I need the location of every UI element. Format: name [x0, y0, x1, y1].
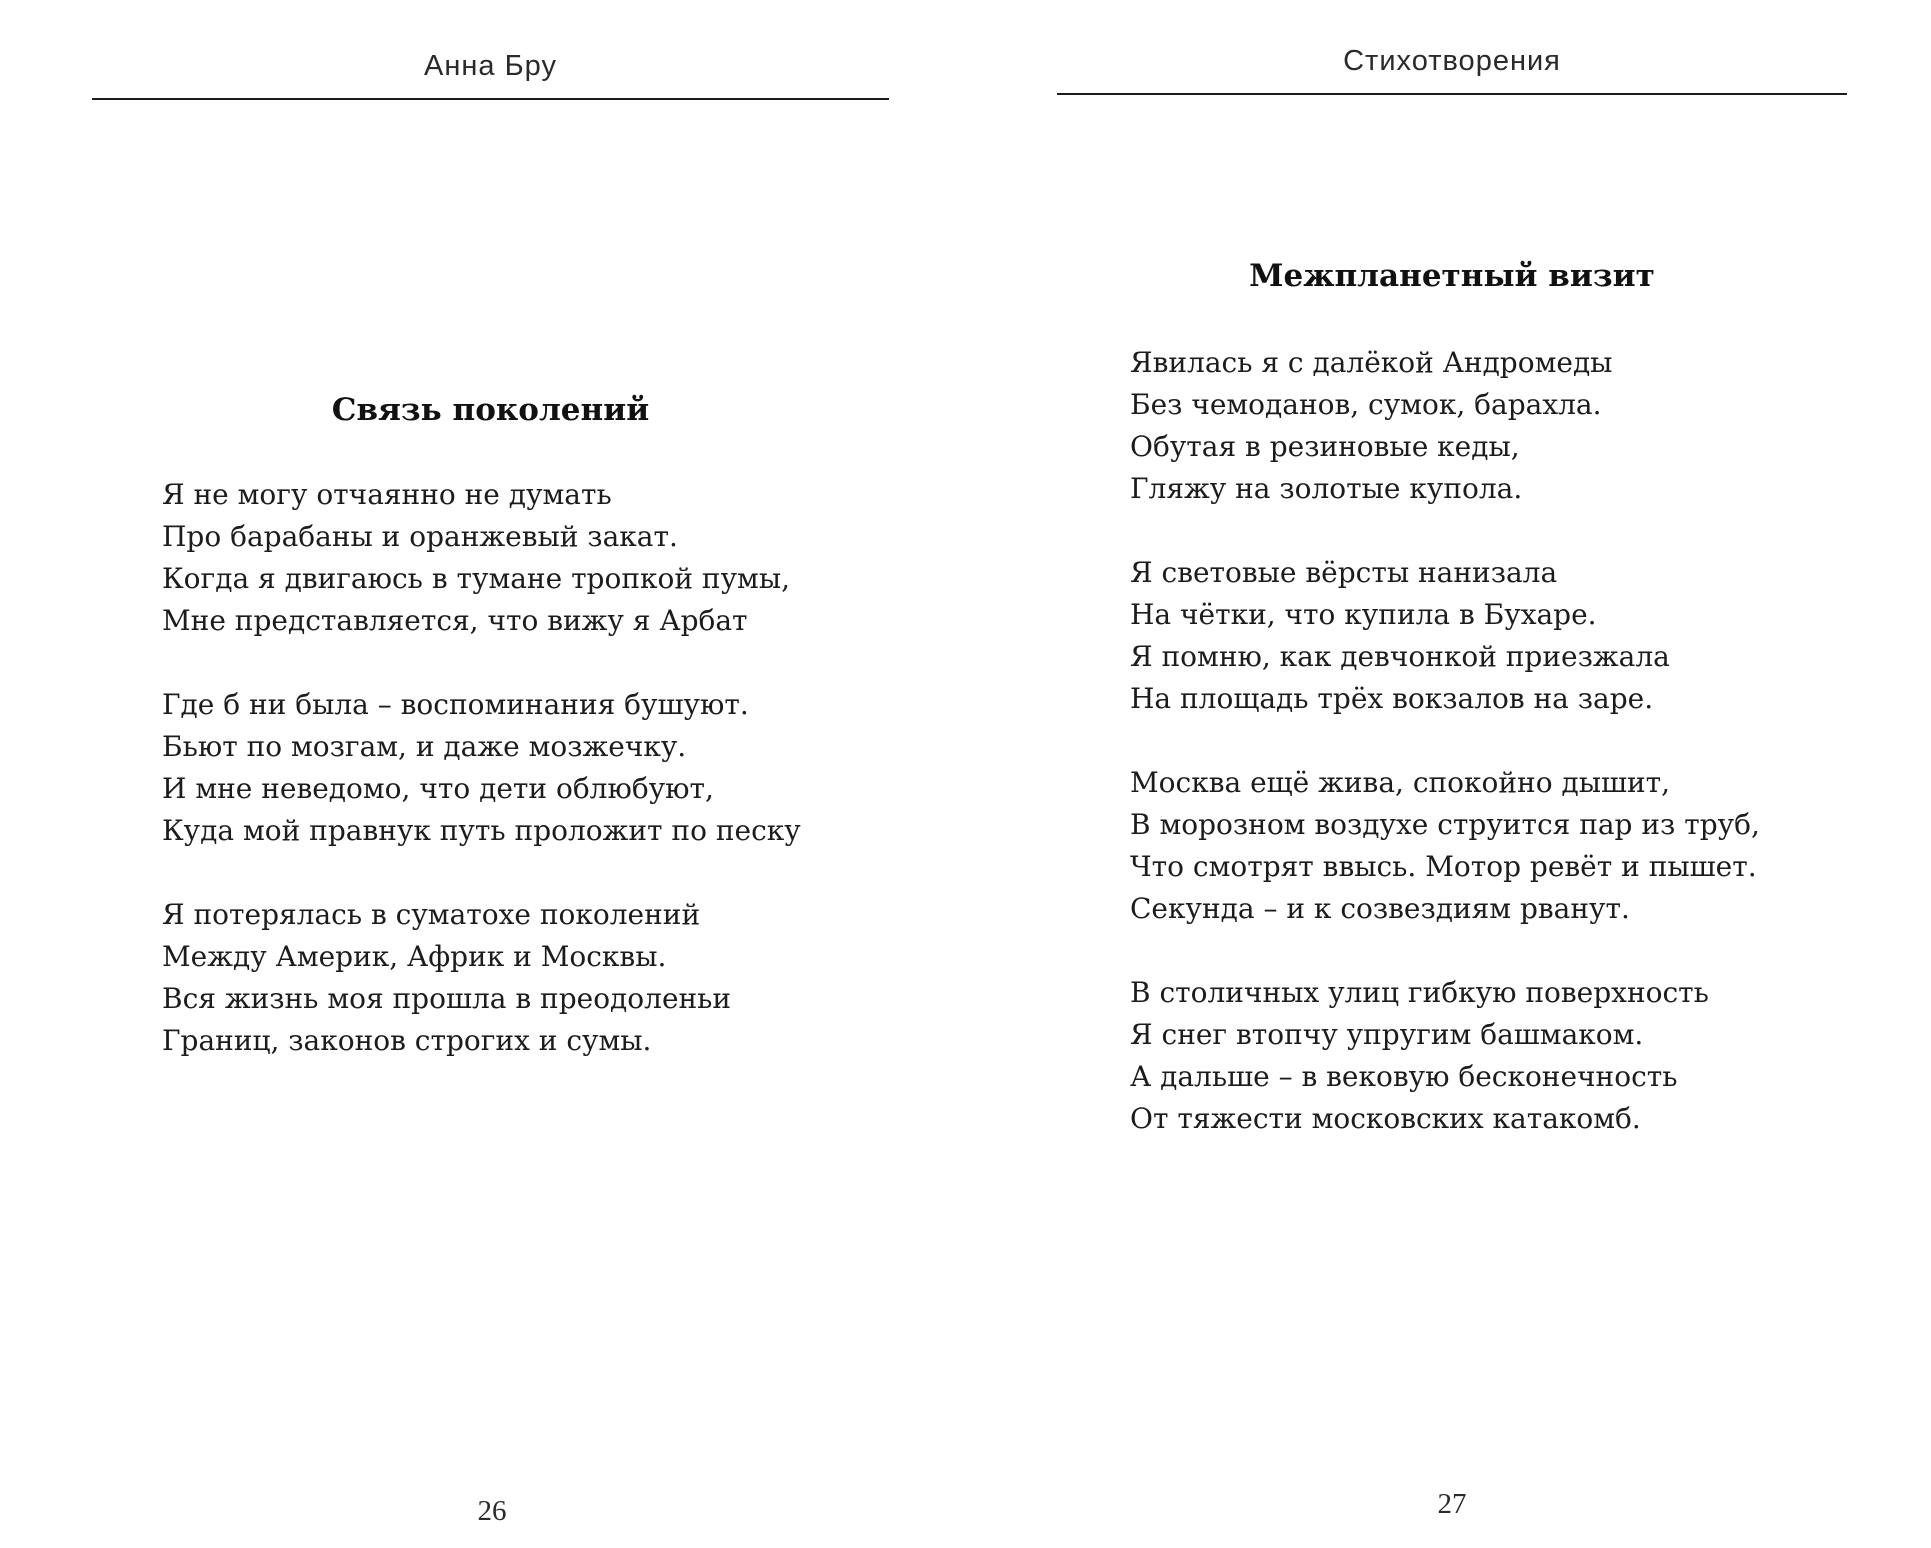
- verse-line: Я помню, как девчонкой приезжала: [1130, 640, 1670, 673]
- right-page: [965, 0, 1931, 1548]
- verse-line: Между Америк, Африк и Москвы.: [162, 940, 667, 973]
- poem-title: Межпланетный визит: [1249, 258, 1655, 294]
- left-page: [0, 0, 965, 1548]
- verse-line: Что смотрят ввысь. Мотор ревёт и пышет.: [1130, 850, 1757, 883]
- verse-line: Границ, законов строгих и сумы.: [162, 1024, 652, 1057]
- verse-line: Бьют по мозгам, и даже мозжечку.: [162, 730, 687, 763]
- poem-body: [1130, 342, 1760, 1140]
- verse-line: Секунда – и к созвездиям рванут.: [1130, 892, 1630, 925]
- verse-line: Я снег втопчу упругим башмаком.: [1130, 1018, 1644, 1051]
- verse-line: Я потерялась в суматохе поколений: [162, 898, 701, 931]
- running-head-author: Анна Бру: [424, 50, 557, 82]
- verse-line: В столичных улиц гибкую поверхность: [1130, 976, 1709, 1009]
- verse-line: От тяжести московских катакомб.: [1130, 1102, 1641, 1135]
- verse-line: Я не могу отчаянно не думать: [162, 478, 612, 511]
- stanza: [162, 474, 801, 642]
- verse-line: А дальше – в вековую бесконечность: [1130, 1060, 1678, 1093]
- poem-title: Связь поколений: [331, 392, 650, 428]
- page-number: 27: [1437, 1488, 1467, 1520]
- stanza: [162, 894, 801, 1062]
- header-rule: [1057, 93, 1847, 95]
- verse-line: Явилась я с далёкой Андромеды: [1130, 346, 1613, 379]
- stanza: [1130, 972, 1760, 1140]
- verse-line: Мне представляется, что вижу я Арбат: [162, 604, 748, 637]
- verse-line: В морозном воздухе струится пар из труб,: [1130, 808, 1760, 841]
- stanza: [1130, 552, 1760, 720]
- stanza: [1130, 762, 1760, 930]
- verse-line: Вся жизнь моя прошла в преодоленьи: [162, 982, 732, 1015]
- verse-line: Куда мой правнук путь проложит по песку: [162, 814, 801, 847]
- verse-line: Без чемоданов, сумок, барахла.: [1130, 388, 1602, 421]
- poem-body: [162, 474, 801, 1062]
- verse-line: Гляжу на золотые купола.: [1130, 472, 1523, 505]
- header-rule: [92, 98, 889, 100]
- verse-line: Где б ни была – воспоминания бушуют.: [162, 688, 749, 721]
- verse-line: Когда я двигаюсь в тумане тропкой пумы,: [162, 562, 791, 595]
- stanza: [162, 684, 801, 852]
- verse-line: И мне неведомо, что дети облюбуют,: [162, 772, 714, 805]
- verse-line: На чётки, что купила в Бухаре.: [1130, 598, 1597, 631]
- running-head-section: Стихотворения: [1343, 45, 1561, 77]
- stanza: [1130, 342, 1760, 510]
- verse-line: Я световые вёрсты нанизала: [1130, 556, 1558, 589]
- page-number: 26: [477, 1495, 507, 1527]
- verse-line: Про барабаны и оранжевый закат.: [162, 520, 678, 553]
- verse-line: Москва ещё жива, спокойно дышит,: [1130, 766, 1671, 799]
- verse-line: Обутая в резиновые кеды,: [1130, 430, 1520, 463]
- verse-line: На площадь трёх вокзалов на заре.: [1130, 682, 1654, 715]
